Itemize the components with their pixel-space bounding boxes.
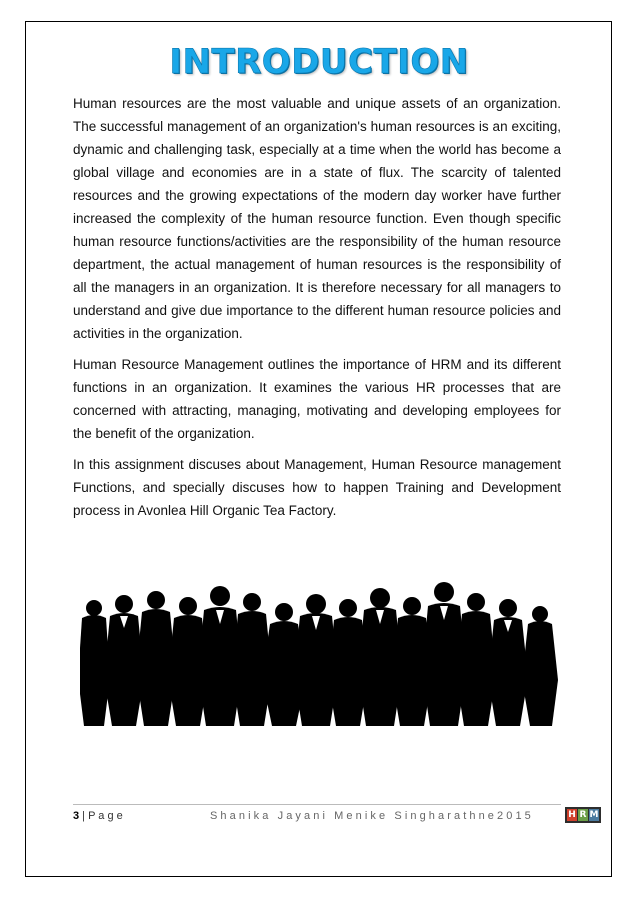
page-label: P a g e bbox=[88, 810, 123, 822]
logo-letter-m: M bbox=[589, 810, 599, 820]
document-body bbox=[73, 92, 561, 530]
page-number bbox=[73, 810, 123, 822]
paragraph-3: In this assignment discuses about Management, Human Resource management Functions, and specially discuses how to happen Training and Development process in Avonlea Hill Organic Tea Factory. bbox=[73, 457, 561, 518]
logo-letter-r: R bbox=[579, 810, 587, 820]
author-name: Shanika Jayani Menike Singharathne2015 bbox=[210, 810, 534, 822]
logo-letter-h: H bbox=[568, 810, 576, 820]
page-title: INTRODUCTION bbox=[169, 42, 469, 82]
person-figure bbox=[522, 606, 558, 726]
page-separator: | bbox=[79, 810, 89, 822]
paragraph-2: Human Resource Management outlines the importance of HRM and its different functions in an organization. It examines the various HR processes that are concerned with attracting, managing, motivating and developing employees for the benefit of the organization. bbox=[73, 357, 561, 441]
person-figure bbox=[488, 599, 528, 726]
hrm-logo bbox=[565, 807, 601, 823]
footer-divider bbox=[73, 804, 561, 805]
paragraph-1: Human resources are the most valuable and unique assets of an organization. The successful management of an organization's human resources is an exciting, dynamic and challenging task, especially at a time when the world has become a global village and economies are in a state of flux. The scarcity of talented resources and the growing expectations of the modern day worker have further increased the complexity of the human resource function. Even though specific human resource functions/activities are the responsibility of the human resource department, the actual management of human resources is the responsibility of all the managers in an organization. It is therefore necessary for all managers to understand and give due importance to the different human resource policies and activities in the organization. bbox=[73, 96, 561, 341]
page-number-value: 3 bbox=[73, 810, 80, 822]
business-people-silhouette-icon bbox=[80, 578, 560, 726]
